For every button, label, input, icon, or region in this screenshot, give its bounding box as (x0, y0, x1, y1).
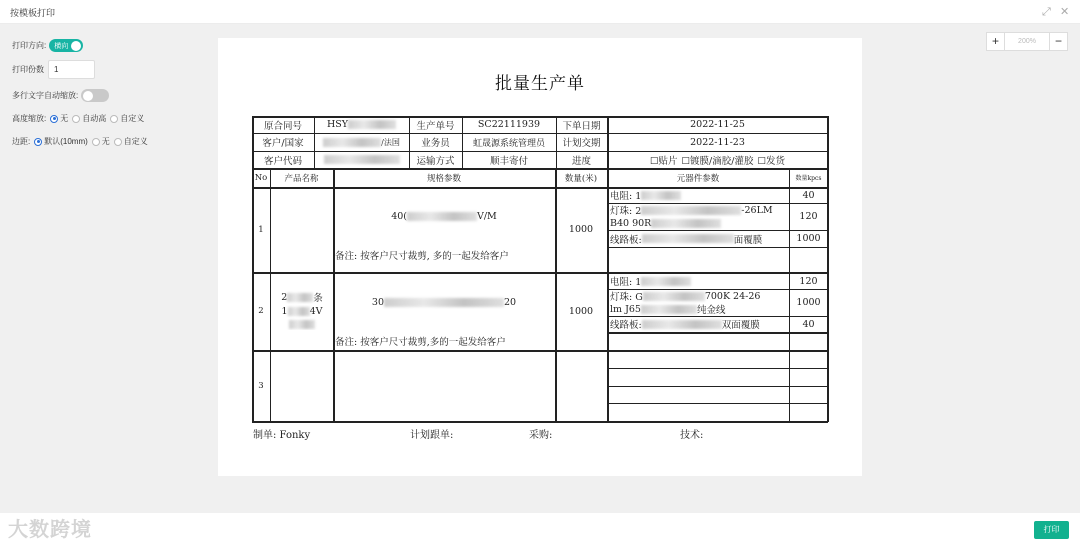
redacted-text (323, 138, 381, 147)
plan-label: 计划交期 (562, 138, 601, 149)
row2-comp2-tail: 700K 24-26 (704, 290, 761, 302)
col-qty-m: 数量(米) (564, 173, 598, 184)
redacted-text (642, 320, 722, 329)
row2-qty: 1000 (568, 305, 594, 317)
progress-options (607, 151, 828, 168)
redacted-text (324, 155, 400, 164)
bottom-bar (0, 513, 1080, 545)
orientation-label: 打印方向: (12, 41, 47, 50)
copies-input[interactable]: 1 (48, 60, 95, 79)
redacted-text (641, 277, 691, 286)
plan-value: 2022-11-23 (690, 136, 745, 148)
margin-option-default: 默认(10mm) (44, 137, 88, 146)
redacted-text (643, 292, 705, 301)
customer-value: /法国 (381, 137, 400, 147)
table-line (607, 247, 828, 248)
row1-comp3-text: 线路板: (610, 234, 642, 246)
row2-comp3-qty: 40 (802, 318, 815, 330)
row1-comp2-tail: -26LM (741, 204, 773, 216)
copies-label: 打印份数 (12, 65, 44, 74)
progress-option-smt: ☐贴片 (650, 155, 678, 167)
height-option-custom: 自定义 (120, 114, 145, 123)
production-table (252, 116, 828, 422)
table-line (607, 386, 828, 387)
row3-no: 3 (258, 381, 264, 391)
copies-row (12, 60, 95, 79)
margin-radio-default[interactable] (34, 138, 42, 146)
redacted-text (289, 320, 315, 329)
row2-comp2 (608, 289, 789, 303)
row1-note: 备注: 按客户尺寸裁剪, 多的一起发给客户 (335, 250, 509, 262)
margin-row (12, 136, 148, 147)
close-icon[interactable]: ✕ (1060, 6, 1070, 18)
row1-comp2-text: 灯珠: 2 (610, 206, 642, 217)
row2-note: 备注: 按客户尺寸裁剪,多的一起发给客户 (335, 337, 506, 348)
row2-comp3-text: 线路板: (610, 320, 642, 331)
code-label: 客户代码 (263, 155, 302, 167)
order-date-label: 下单日期 (562, 120, 601, 132)
row1-comp3-tail: 面覆膜 (733, 234, 763, 246)
customer-label: 客户/国家 (262, 138, 304, 149)
row1-comp2-qty: 120 (799, 211, 818, 222)
row2-comp1 (608, 273, 789, 289)
table-line (607, 403, 828, 404)
row2-comp2-text: 灯珠: G (610, 292, 643, 303)
orientation-toggle[interactable] (49, 39, 83, 52)
margin-option-custom: 自定义 (123, 137, 148, 146)
col-spec: 规格参数 (426, 173, 461, 184)
table-line (252, 421, 828, 423)
autoshrink-row (12, 89, 109, 102)
sign-planner: 计划跟单: (410, 430, 454, 441)
row2-comp2-text2: lm J65 (610, 303, 641, 315)
row2-comp3 (608, 316, 789, 332)
table-line (252, 350, 828, 352)
row2-comp2-tail2: 纯金线 (696, 305, 726, 316)
row2-name2: 1 (281, 305, 288, 317)
row2-comp2-qty: 1000 (796, 297, 821, 308)
zoom-in-button[interactable]: + (987, 33, 1005, 50)
sales-label: 业务员 (421, 138, 450, 149)
redacted-text (642, 234, 734, 243)
margin-radio-custom[interactable] (114, 138, 122, 146)
customer-value-cell (314, 133, 409, 151)
ship-value: 顺丰寄付 (489, 155, 528, 167)
col-components: 元器件参数 (676, 173, 720, 184)
row1-spec-cell (333, 201, 555, 231)
row1-comp1-text: 电阻: 1 (610, 191, 642, 202)
zoom-out-button[interactable]: − (1049, 33, 1067, 50)
row1-comp2 (608, 203, 789, 217)
height-option-auto: 自动高 (82, 114, 107, 123)
row1-qty: 1000 (568, 224, 594, 235)
row2-comp1-text: 电阻: 1 (610, 277, 642, 288)
row2-name-line1 (271, 290, 333, 304)
row2-spec: 30 (371, 296, 384, 308)
row2-comp1-qty: 120 (799, 275, 818, 287)
sign-tech: 技术: (680, 430, 704, 441)
table-line (607, 332, 828, 334)
zoom-control (986, 32, 1068, 51)
toggle-knob (71, 41, 81, 51)
settings-panel (0, 24, 200, 513)
redacted-text (641, 305, 697, 314)
toggle-knob (83, 91, 93, 101)
title-bar (0, 0, 1080, 24)
height-scale-row (12, 113, 144, 124)
row2-no: 2 (258, 306, 264, 316)
redacted-text (288, 307, 310, 316)
sign-purchase: 采购: (529, 430, 553, 441)
order-label: 生产单号 (416, 120, 455, 132)
redacted-text (641, 191, 681, 200)
sign-maker: 制单: Fonky (253, 430, 311, 441)
redacted-text (651, 219, 721, 228)
progress-label: 进度 (571, 155, 591, 167)
order-date-value: 2022-11-25 (690, 119, 745, 130)
table-line (607, 368, 828, 369)
row1-comp1-qty: 40 (802, 189, 815, 201)
autoshrink-label: 多行文字自动缩放: (12, 91, 79, 100)
contract-label: 原合同号 (263, 120, 302, 132)
col-qty-kpcs: 数量kpcs (795, 175, 822, 182)
height-option-none: 无 (60, 114, 69, 123)
redacted-text (384, 298, 504, 307)
height-scale-label: 高度缩放: (12, 114, 47, 123)
row1-comp2-text2: B40 90R (610, 217, 652, 229)
window-title: 按模板打印 (10, 8, 56, 18)
row2-spec-tail: 20 (504, 296, 517, 308)
order-value: SC22111939 (477, 119, 541, 130)
row1-comp3 (608, 230, 789, 247)
row2-comp2-line2 (608, 302, 789, 316)
maximize-icon[interactable]: ⤢ (1042, 6, 1051, 18)
redacted-text (287, 293, 313, 302)
row1-spec-tail: V/M (477, 210, 497, 222)
zoom-value: 200% (1018, 38, 1036, 45)
row2-name-line3 (271, 318, 333, 330)
row2-name-line2 (271, 304, 333, 318)
row2-name-tail: 条 (313, 293, 323, 304)
row2-spec-cell (333, 294, 555, 310)
row2-comp3-tail: 双面覆膜 (721, 320, 760, 331)
row1-spec: 40( (391, 210, 407, 222)
code-value-cell (314, 151, 409, 168)
print-button[interactable]: 打印 (1034, 521, 1069, 539)
watermark-logo: 大数跨境 (8, 517, 92, 541)
height-radio-auto[interactable] (72, 115, 80, 123)
height-radio-custom[interactable] (110, 115, 118, 123)
progress-option-coating: ☐镀膜/滴胶/灌胶 (681, 155, 754, 167)
contract-value: HSY (326, 119, 349, 130)
row1-comp3-qty: 1000 (796, 233, 821, 244)
row1-no: 1 (258, 224, 264, 235)
col-product-name: 产品名称 (284, 173, 319, 184)
margin-radio-none[interactable] (92, 138, 100, 146)
orientation-value: 横向 (54, 43, 69, 50)
col-no: No (254, 172, 268, 183)
sales-value: 虹晟源系统管理员 (472, 138, 545, 149)
document-title: 批量生产单 (495, 74, 585, 94)
margin-option-none: 无 (101, 137, 110, 146)
height-radio-none[interactable] (50, 115, 58, 123)
margin-label: 边距: (12, 137, 31, 146)
redacted-text (407, 212, 477, 221)
contract-value-cell (314, 116, 409, 133)
redacted-text (641, 206, 741, 215)
progress-option-ship: ☐发货 (757, 155, 785, 167)
row2-name2-tail: 4V (309, 305, 323, 317)
row1-comp2-line2 (608, 216, 789, 230)
ship-label: 运输方式 (416, 155, 455, 167)
row1-comp1 (608, 187, 789, 203)
orientation-row (12, 39, 83, 52)
autoshrink-toggle[interactable] (81, 89, 109, 102)
redacted-text (348, 120, 396, 129)
row2-name: 2 (281, 291, 288, 303)
